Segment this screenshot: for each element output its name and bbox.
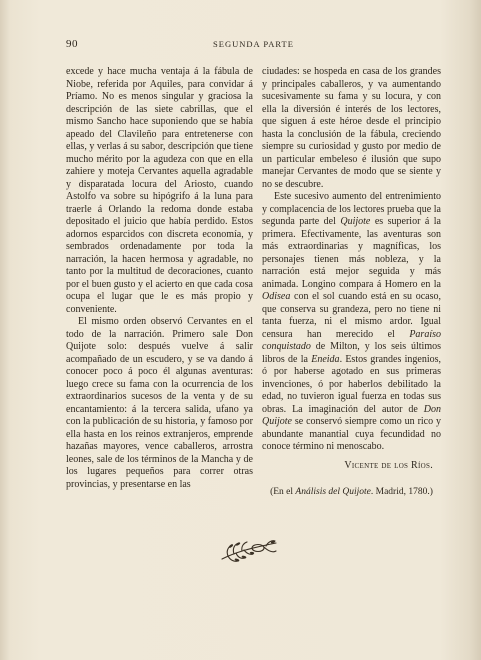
italic-title: Odisea [262, 291, 291, 302]
italic-title: Quijote [340, 216, 371, 227]
laurel-ornament-icon [218, 535, 280, 565]
source-citation [262, 486, 441, 499]
paragraph [262, 191, 441, 454]
text-run: se conservó siempre como un rico y abundante manantial cuya fecundidad no conoce término ni menoscabo. [262, 416, 441, 452]
text-run: de Milton, y los seis últimos libros de la [262, 341, 441, 365]
running-head [66, 38, 441, 52]
text-run: Este sucesivo aumento del entrenimiento y complacencia de los lectores prueba que la segunda parte del [262, 191, 441, 227]
text-run: con el sol cuando está en su ocaso, que conserva su grandeza, pero no tiene ni tanta fuerza, ni el mismo ardor. Igual censura han merecido el [262, 291, 441, 340]
page-number: 90 [66, 38, 78, 50]
text-run: es superior á la primera. Efectivamente, las aventuras son más extraordinarias y magníficas, los personajes tienen más nobleza, y la narración está mejor seguida y más animada. Longino compara á Homero en la [262, 216, 441, 290]
italic-title: Análisis del Quijote [295, 487, 371, 497]
paragraph: excede y hace mucha ventaja á la fábula de Niobe, referida por Aquiles, para convidar á Príamo. No es menos singular y graciosa la descripción de las siete cabrillas, que el mismo Sancho hace suponiendo que se había apeado del Clavileño para entretenerse con ellas, y verlas á su sabor, descripción que tiene mucho mérito por la agudeza con que en ella zahiere y moteja Cervantes aquella agradable y disparatada locura del Ariosto, cuando Astolfo va sobre su hipógrifo á la luna para traerle á Orlando la redoma donde estaba depositado el juicio que había perdido. Estos adornos esparcidos con discreta economía, y sembrados ordenadamente por toda la narración, la hacen hermosa y agradable, no tanto por la multitud de decoraciones, cuanto por el buen gusto y el acierto en que cada cosa ocupa el lugar que le es más propio y conveniente. [66, 66, 253, 315]
text-run: . Estos grandes ingenios, ó por haberse agotado en sus primeras invenciones, ó por haberlos debilitado la edad, no tuvieron igual fuerza en todas sus obras. La imaginación del autor de [262, 353, 442, 415]
paragraph: ciudades: se hospeda en casa de los grandes y principales caballeros, y va aumentando sucesivamente su fama y su locura, y con ella la diversión é interés de los lectores, que siguen á este héroe desde el principio hasta la conclusión de la fábula, creciendo siempre su curiosidad y gusto por medio de un particular embeleso é ilusión que supo manejar Cervantes de modo que se siente y no se descubre. [262, 66, 441, 190]
italic-title: Eneida [311, 353, 340, 365]
italic-title: Don Quijote [262, 403, 441, 427]
text-run: (En el [270, 487, 296, 497]
text-run: . Madrid, 1780.) [370, 487, 433, 497]
author-signature: Vicente de los Ríos. [344, 459, 433, 471]
right-column [262, 66, 441, 499]
paragraph: El mismo orden observó Cervantes en el todo de la narración. Primero sale Don Quijote solo: después vuelve á salir acompañado de un escudero, y se va dando á conocer poco á poco él algunas aventuras: luego crece su fama con la ocurrencia de los extraordinarios sucesos de la venta y de su encantamiento: á la tercera salida, ufano ya con la publicación de su historia, y famoso por ella hasta en los reinos extranjeros, emprende hazañas mayores, vence caballeros, arrostra leones, sale de los términos de la Mancha y de los lugares pequeños para correr otras provincias, y presentarse en las [66, 316, 253, 490]
section-title: SEGUNDA PARTE [213, 39, 294, 49]
left-column [66, 66, 253, 491]
italic-title: Paraíso conquistado [262, 328, 441, 352]
